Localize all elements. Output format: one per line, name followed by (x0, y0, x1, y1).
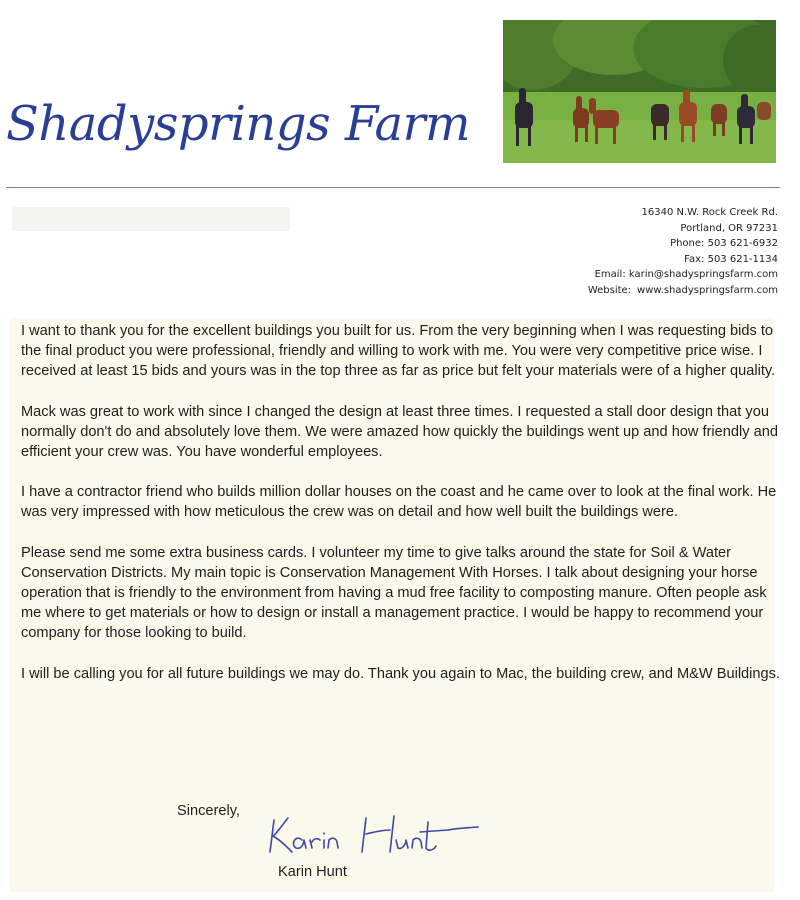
paragraph-4: Please send me some extra business cards. I volunteer my time to give talks around the state for Soil & Water Conservation Districts. My main topic is Conservation Management With Horses. I talk about designing your horse operation that is friendly to the environment from having a mud free facility to composting manure. Often people ask me where to get materials or how to design or install a management practice. I would be happy to recommend your company for those looking to build. (21, 544, 767, 642)
signer-name: Karin Hunt (278, 864, 347, 880)
paragraph-5: I will be calling you for all future buildings we may do. Thank you again to Mac, the building crew, and M&W Buildings. (21, 665, 781, 682)
signature-illustration (266, 800, 496, 860)
handwritten-signature (266, 800, 496, 860)
email-line: Email: karin@shadyspringsfarm.com (594, 269, 778, 281)
paragraph-1: I want to thank you for the excellent buildings you built for us. From the very beginning when I was requesting bids to the final product you were professional, friendly and willing to work with me. You were very competitive price wise. I received at least 15 bids and yours was in the top three as far as price but felt your materials were of a higher quality. (21, 323, 776, 380)
phone-line: Phone: 503 621-6932 (670, 238, 778, 250)
address-line-1: 16340 N.W. Rock Creek Rd. (641, 207, 778, 218)
fax-line: Fax: 503 621-1134 (684, 253, 778, 265)
horses-photo-illustration (503, 20, 776, 163)
paragraph-3: I have a contractor friend who builds million dollar houses on the coast and he came over to look at the final work. He was very impressed with how meticulous the crew was on detail and how well built the buildings were. (21, 484, 777, 521)
redacted-recipient-block (12, 207, 290, 231)
website-label: Website: (587, 284, 632, 296)
address-line-2: Portland, OR 97231 (680, 222, 778, 234)
contact-block (478, 205, 778, 299)
letterhead-divider (6, 187, 780, 188)
closing: Sincerely, (177, 803, 240, 819)
website-line (478, 283, 778, 299)
paragraph-2: Mack was great to work with since I changed the design at least three times. I requested a stall door design that you normally don't do and absolutely love them. We were amazed how quickly the buildings went up and how friendly and efficient your crew was. You have wonderful employees. (21, 403, 778, 461)
website-url: www.shadyspringsfarm.com (637, 284, 778, 296)
horses-photo (503, 20, 776, 163)
letter-body (21, 321, 781, 704)
farm-logo: Shadysprings Farm (6, 96, 471, 152)
